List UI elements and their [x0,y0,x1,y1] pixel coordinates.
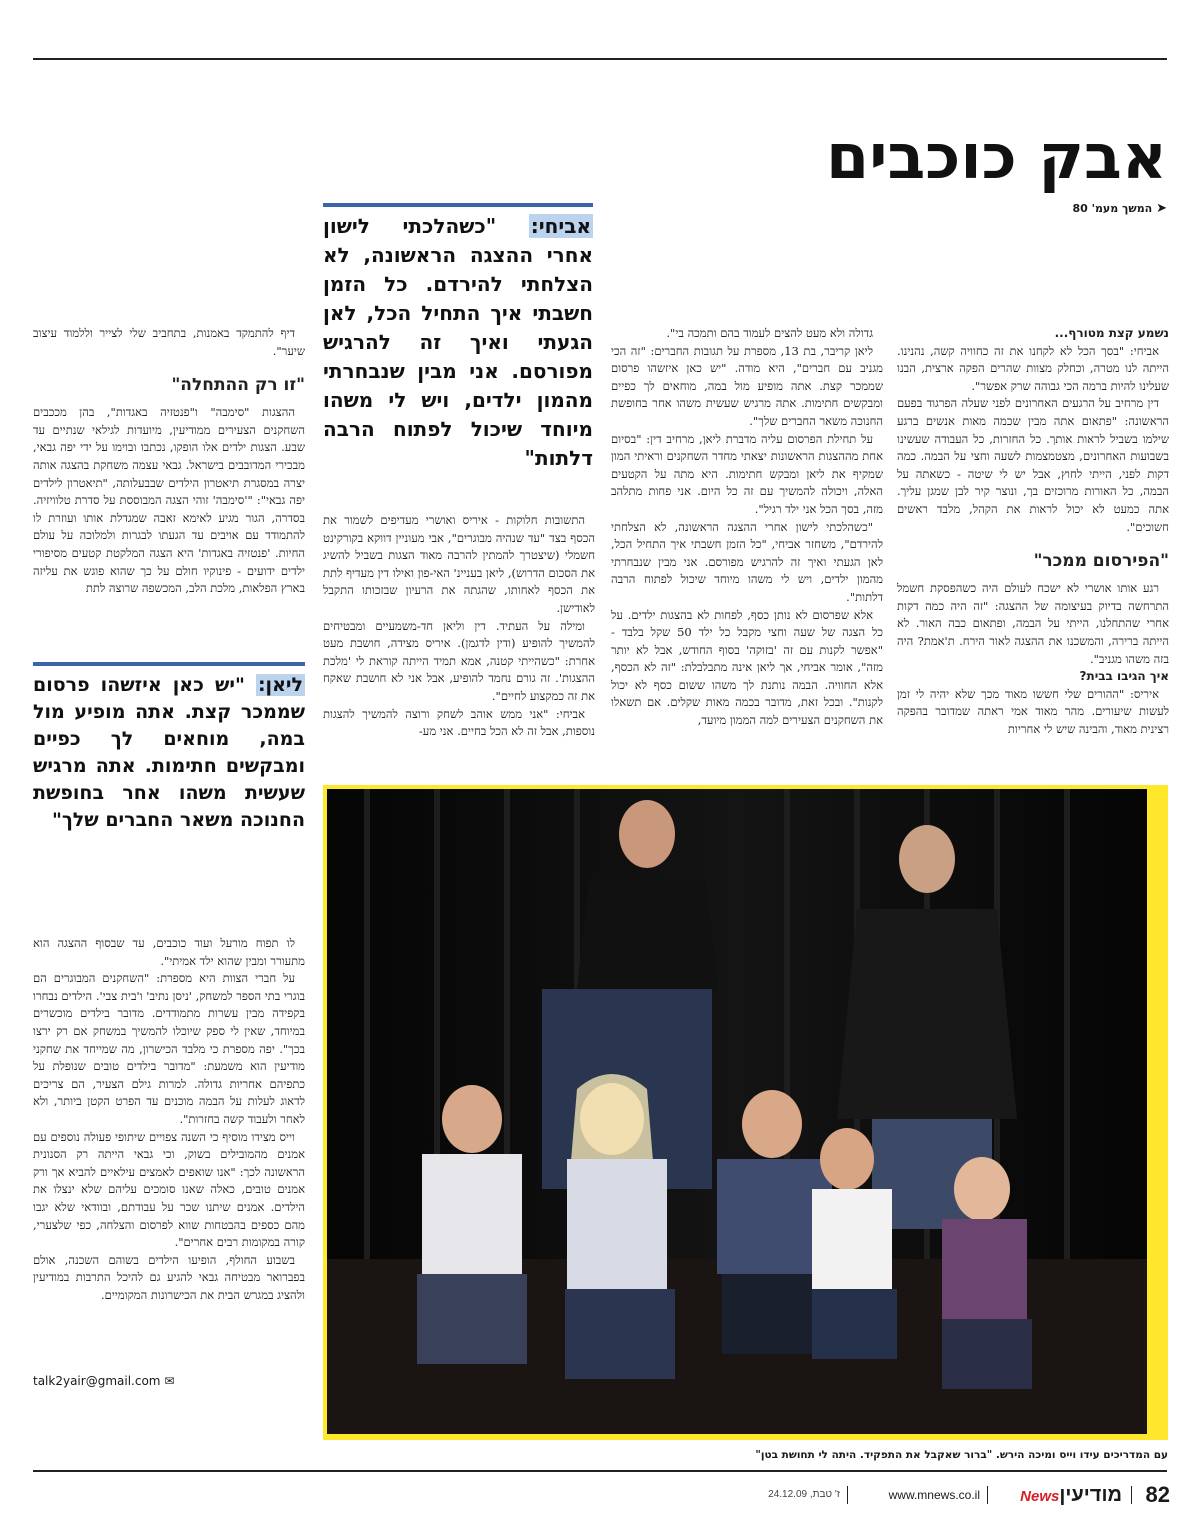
separator [987,1486,988,1504]
pullquote-lian [33,672,305,922]
paragraph: דין מרחיב על הרגעים האחרונים לפני שעלה הפרגוד בפעם הראשונה: "פתאום אתה מבין שכמה מאות אנשים ברגע שילמו בשביל לראות אותך. כל החזרות, כל העבודה שעשינו בשבועות האחרונים, מצטמצמות לשעה וחצי על הבמה. כמה דקות לפני, הייתי לחוץ, אבל יש לי שיטה - כשאתה על הבמה, כל האורות מרוכזים בך, ונוצר קיר לבן שמגן עליך. אתה כמעט לא יכול לראות את הקהל, מלבד ראשים חשוכים". [897,396,1169,534]
page-footer [700,1478,1170,1512]
paragraph: אביחי: "בסך הכל לא לקחנו את זה כחוויה קשה, נהנינו. הייתה לנו מטרה, וכחלק מצוות שהרים הפקה ארצית, הבנו שעלינו להיות ברמה הכי גבוהה שרק אפשר". [897,343,1169,393]
pullquote-speaker: ליאן: [257,674,303,696]
column-4-bottom [33,935,305,1360]
paragraph: ומילה על העתיד. דין וליאן חד-משמעיים ומבטיחים להמשיך להופיע (ודין לדגמן). איריס מצידה, חושבת מעט אחרת: "כשהייתי קטנה, אמא תמיד הייתה קוראת לי 'מלכת ההצגות'. זה גורם נחמד להופיע, אבל אני לא חושבת שאקח את זה כמקצוע לחיים". [323,618,595,703]
column-1 [897,325,1169,780]
brand-logo [1020,1478,1122,1514]
subhead: איך הגיבו בבית? [1079,669,1169,684]
section-heading: "הפירסום ממכר" [1033,551,1169,572]
column-3 [323,512,595,780]
section-heading: "זו רק ההתחלה" [171,375,305,396]
paragraph: התשובות חלוקות - איריס ואושרי מעדיפים לשמור את הכסף בצד "עד שנהיה מבוגרים", אבי מעוניין דווקא בקורקינט חשמלי (שיצטרך להמתין להרבה מאוד הצגות בשביל להשיג את הסכום הדרוש), ליאן בעניינ' האי-פון ואילו דין מעדיף לתת את הכסף לאחותו, שהגתה את הרעיון שבזכותו התקבל לאודישן. [323,513,595,615]
pullquote-text: "יש כאן איזשהו פרסום שממכר קצת. אתה מופיע מול במה, מוחאים לך כפיים ומבקשים חתימות. אתה מרגיש שעשית משהו אחר בחופשת החנוכה משאר החברים שלך" [33,674,305,831]
separator [1131,1486,1132,1504]
paragraph: אלא שפרסום לא נותן כסף, לפחות לא בהצגות ילדים. על כל הצגה של שעה וחצי מקבל כל ילד 50 שקל בלבד - "אפשר לקנות עם זה 'בזוקה' בסוף החודש, אבל לא יותר מזה", אומר אביחי, אך ליאן אינה מתבלבלת: "זה לא הכסף, אלא החוויה. הבמה נותנת לך משהו ששום כסף לא יכול לקנות". ובכל זאת, מדובר בכמה מאות שקלים. אם תשאלו את השחקנים הצעירים למה הממון מיועד, [611,607,883,728]
page-number: 82 [1145,1482,1170,1507]
photo-stage [327,789,1147,1434]
paragraph: איריס: "ההורים שלי חששו מאוד מכך שלא יהיה לי זמן לעשות שיעורים. מהר מאוד אמי ראתה שמדובר בהפקה רצינית מאוד, והבינה שיש לי אחריות [897,686,1169,736]
paragraph: על תחילת הפרסום עליה מדברת ליאן, מרחיב דין: "בסיום אחת מההצגות הראשונות יצאתי מחדר השחקנים וראיתי המון שמקיף את ליאן ומבקש חתימות. היא מתה על הקטעים האלה, ויכולה להמשיך עם זה כל היום. אני פחות מתלהב מזה, בסך הכל אני ילד רגיל". [611,431,883,516]
pullquote-avichai [323,212,593,502]
column-4-top [33,325,305,655]
paragraph: דיף להתמקד באמנות, בתחביב שלי לצייר וללמוד עיצוב שיער". [33,326,305,358]
pullquote-bar [33,662,305,666]
paragraph: גדולה ולא מעט להצים לעמוד בהם ותמכה בי". [666,326,873,340]
paragraph: "כשהלכתי לישון אחרי ההצגה הראשונה, לא הצלחתי להירדם", משחזר אביחי, "כל הזמן חשבתי איך התחיל הכל, לאן הגעתי ואיך זה להרגיש מפורסם. אני מבין שנבחרתי מהמון ילדים, ויש לי משהו מיוחד שיכול לפתוח הרבה דלתות". [611,519,883,604]
separator [847,1486,848,1504]
pullquote-speaker: אביחי: [530,214,592,238]
headline: אבק כוכבים [826,120,1167,193]
bottom-rule [33,1470,1167,1472]
author-email[interactable] [33,1372,273,1390]
paragraph: על חברי הצוות היא מספרת: "השחקנים המבוגרים הם בוגרי בתי הספר למשחק, 'ניסן נתיב' ו'בית צבי'. הילדים נבחרו בקפידה מבין עשרות מתמודדים. מדובר בילדים מוכשרים במיוחד, שאין לי ספק שיוכלו להמשיך במשחק אם רק ירצו בכך". יפה מספרת כי מלבד הכישרון, מה שמייחד את שחקני מודיעין הוא משמעת: "מדובר בילדים טובים שנופלת על כתפיהם אחריות גדולה. למרות גילם הצעיר, הם צריכים לדאוג לעלות על הבמה מוכנים עד הפרט הקטן ביותר, ולא לאחר ולעבוד קשה בחזרות". [33,971,305,1126]
continuation-note [867,200,1167,218]
brand-name: מודיעין [1059,1484,1122,1506]
continuation-text: המשך מעמ' 80 [1072,202,1153,215]
paragraph: לו תפוח מורעל ועוד כוכבים, עד שבסוף ההצגה הוא מתעורר ומבין שהוא ילד אמיתי". [33,936,305,968]
paragraph: בשבוע החולף, הופיעו הילדים בשוהם השכנה, אולם בפברואר מבטיחה גבאי להגיע גם להיכל התרבות במודיעין ולהציג במגרש הבית את הכישרונות המקומיים. [33,1252,305,1302]
email-text: talk2yair@gmail.com [33,1374,161,1388]
column-2 [611,325,883,780]
top-rule [33,58,1167,60]
subhead: נשמע קצת מטורף... [1054,326,1169,340]
paragraph: ליאן קריבר, בת 13, מספרת על תגובות החברים: "זה הכי מגניב עם חברים", היא מודה. "יש כאן איזשהו פרסום שממכר קצת. אתה מופיע מול במה, מוחאים לך כפיים ומבקשים חתימות. אתה מרגיש שעשית משהו אחר בחופשת החנוכה משאר החברים שלך". [611,343,883,428]
site-url[interactable]: www.mnews.co.il [888,1488,980,1502]
brand-tag: News [1020,1488,1060,1505]
paragraph: רגע אותו אושרי לא ישכח לעולם היה כשהפסקת חשמל התרחשה בדיוק בעיצומה של ההצגה: "זה היה כמה דקות אחרי שהתחלנו, הייתי על הבמה, ופתאום כבה האור. לא הייתה ברירה, והמשכנו את ההצגה לאור הירח. ת'אמת? היה בזה משהו מגניב". [897,581,1169,666]
envelope-icon: ✉ [164,1374,175,1388]
pullquote-text: "כשהלכתי לישון אחרי ההצגה הראשונה, לא הצלחתי להירדם. כל הזמן חשבתי איך התחיל הכל, לאן הגעתי ואיך זה להרגיש מפורסם. אני מבין שנבחרתי מהמון ילדים, ויש לי משהו מיוחד שיכול לפתוח הרבה דלתות" [323,214,593,470]
paragraph: אביחי: "אני ממש אוהב לשחק ורוצה להמשיך להצגות נוספות, אבל זה לא הכל בחיים. אני מע- [323,706,595,739]
issue-date: ז' טבת, 24.12.09 [768,1489,840,1500]
photo-illustration [327,789,1147,1434]
paragraph: וייס מצידו מוסיף כי השנה צפויים שיתופי פעולה נוספים עם אמנים מהמובילים בשוק, וכי גבאי הייתה רק הסנונית הראשונה לכך: "אנו שואפים לאמצים עילאיים להביא אך ורק אמנים טובים, כאלה שאנו סומכים עליהם שלא ינצלו את הילדים. אמנים שיתנו שכר על עבודתם, ובוודאי שלא יגבו מהם כספים בהבטחות שווא לפרסום והצלחה, כפי שלצערי, קורה במקומות רבים אחרים". [33,1129,305,1250]
paragraph: ההצגות "סימבה" ו"פנטזיה באגדות", בהן מככבים השחקנים הצעירים ממודיעין, מיועדות לגילאי שנתיים עד שבע. הצגות ילדים אלו הופקו, נכתבו ובוימו על ידי יפה גבאי, מבכירי המדובבים בישראל. גבאי עצמה משחקת בהצגה אותה יצרה במסגרת תיאטרון הילדים שבבעלותה, "תיאטרון לילדים יפה גבאי": "'סימבה' זוהי הצגה המבוססת על סדרת טלוויזיה. בסדרה, הגור מגיע לאימא זאבה שמגדלת אותו ועוזרת לו להתמודד עם אויבים עד הגעתו לבגרות ולמלוכה על עולם החיות. 'פנטזיה באגדות' היא הצגה המלקטת קטעים מסיפורי ילדים ידועים - פינוקיו חולם על כך שהוא פוגש את עליזה בארץ הפלאות, מלכת הלב, המכשפה שרוצה לתת [33,405,305,596]
pullquote-bar [323,203,593,207]
photo-caption: עם המדריכים עידו וייס ומיכה הירש. "ברור שאקבל את התפקיד. היתה לי תחושת בטן" [755,1449,1168,1461]
group-photo [323,785,1168,1440]
arrow-icon: ➤ [1156,201,1167,216]
